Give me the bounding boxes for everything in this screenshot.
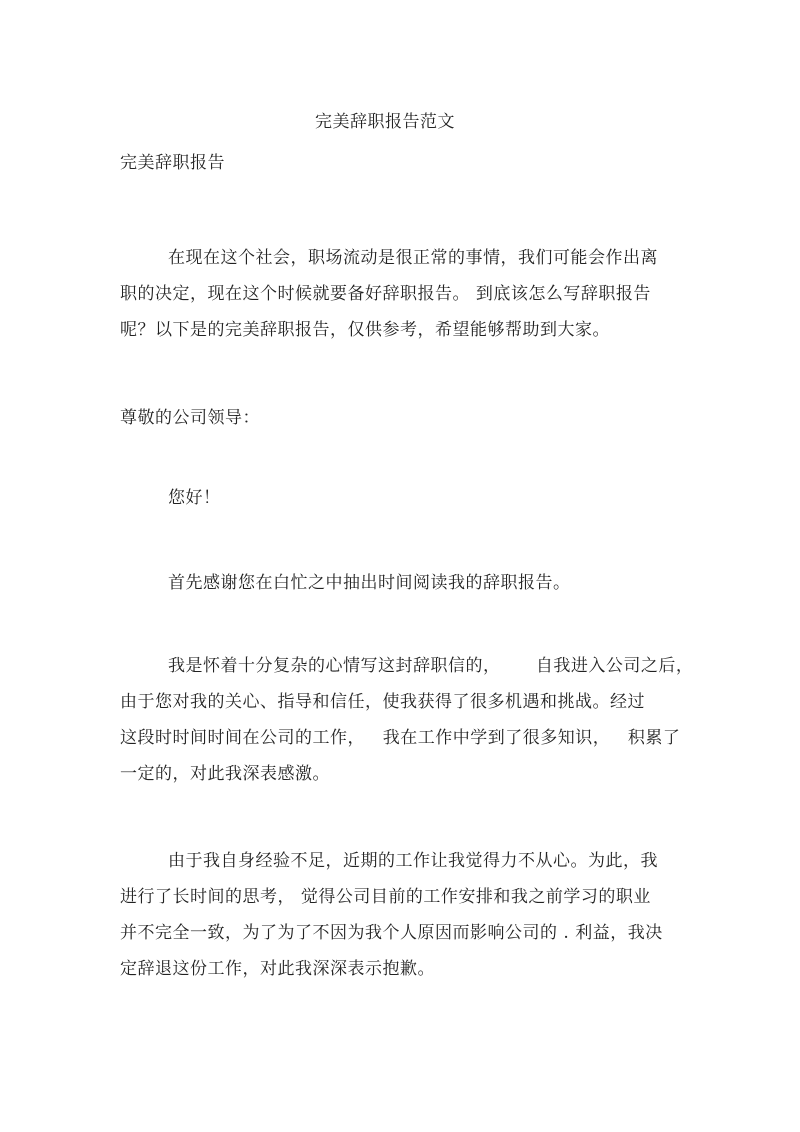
text-line: 这段时时间时间在公司的工作， 我在工作中学到了很多知识， 积累了 bbox=[120, 728, 681, 748]
text-line: 我是怀着十分复杂的心情写这封辞职信的， 自我进入公司之后， bbox=[168, 656, 694, 676]
document-title: 完美辞职报告范文 bbox=[315, 112, 455, 132]
text-line: 并不完全一致，为了为了不因为我个人原因而影响公司的 . 利益，我决 bbox=[120, 923, 663, 943]
text-line: 定辞退这份工作，对此我深深表示抱歉。 bbox=[120, 959, 435, 979]
document-subtitle: 完美辞职报告 bbox=[120, 153, 225, 173]
text-line: 职的决定，现在这个时候就要备好辞职报告。 到底该怎么写辞职报告 bbox=[120, 284, 651, 304]
text-line: 呢？以下是的完美辞职报告，仅供参考，希望能够帮助到大家。 bbox=[120, 320, 610, 340]
greeting: 您好！ bbox=[168, 488, 221, 508]
thanks-paragraph: 首先感谢您在白忙之中抽出时间阅读我的辞职报告。 bbox=[168, 573, 571, 593]
text-line: 由于您对我的关心、指导和信任，使我获得了很多机遇和挑战。经过 bbox=[120, 692, 645, 712]
text-line: 进行了长时间的思考， 觉得公司目前的工作安排和我之前学习的职业 bbox=[120, 887, 651, 907]
salutation: 尊敬的公司领导： bbox=[120, 408, 260, 428]
text-line: 一定的，对此我深表感激。 bbox=[120, 764, 330, 784]
text-line: 由于我自身经验不足，近期的工作让我觉得力不从心。为此，我 bbox=[168, 851, 658, 871]
text-line: 在现在这个社会，职场流动是很正常的事情，我们可能会作出离 bbox=[168, 248, 658, 268]
